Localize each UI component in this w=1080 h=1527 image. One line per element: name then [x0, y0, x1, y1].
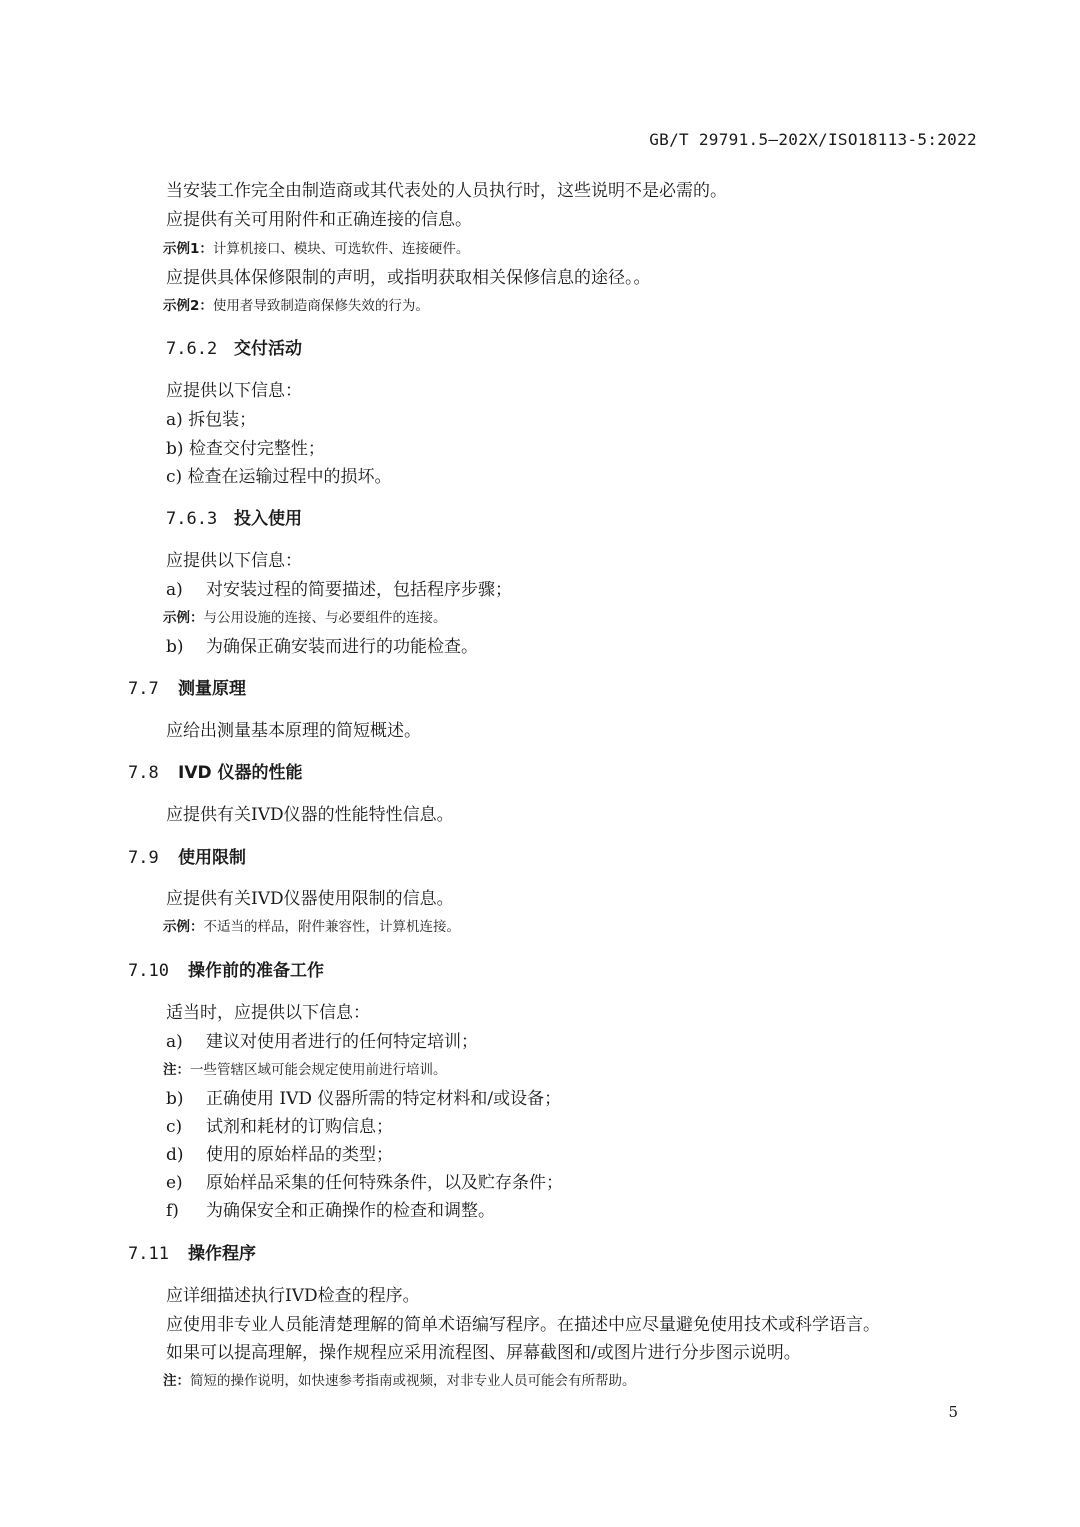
- list-item: [166, 1112, 393, 1137]
- section-number: 7.11: [128, 1244, 169, 1264]
- section-title: 交付活动: [234, 339, 302, 359]
- paragraph: 应详细描述执行IVD检查的程序。: [166, 1286, 420, 1306]
- list-text: 拆包装；: [188, 410, 257, 430]
- note-label: 注：: [163, 1373, 190, 1389]
- paragraph: 应提供有关IVD仪器使用限制的信息。: [166, 889, 454, 909]
- list-text: 使用的原始样品的类型；: [206, 1145, 393, 1165]
- list-marker: a): [166, 410, 183, 430]
- section-title: IVD 仪器的性能: [178, 763, 303, 783]
- section-title: 操作前的准备工作: [188, 961, 324, 981]
- section-title: 操作程序: [188, 1244, 256, 1264]
- list-item: [166, 1196, 495, 1221]
- example-label: 示例2：: [163, 298, 213, 314]
- paragraph: 应提供以下信息：: [166, 551, 302, 571]
- example-line: [163, 606, 447, 626]
- note-label: 注：: [163, 1062, 190, 1078]
- paragraph: 应提供以下信息：: [166, 381, 302, 401]
- section-number: 7.6.3: [166, 509, 218, 529]
- list-text: 建议对使用者进行的任何特定培训；: [206, 1032, 478, 1052]
- list-marker: b): [166, 637, 184, 657]
- paragraph: 如果可以提高理解，操作规程应采用流程图、屏幕截图和/或图片进行分步图示说明。: [166, 1343, 801, 1363]
- list-marker: a): [166, 1032, 183, 1052]
- list-item: [166, 434, 325, 459]
- list-marker: e): [166, 1173, 183, 1193]
- section-heading-7-6-3: [166, 504, 302, 529]
- document-id-header: GB/T 29791.5—202X/ISO18113-5:2022: [649, 130, 977, 149]
- example-text: 与公用设施的连接、与必要组件的连接。: [203, 610, 447, 626]
- section-heading-7-8: [128, 758, 303, 783]
- paragraph: 当安装工作完全由制造商或其代表处的人员执行时，这些说明不是必需的。: [166, 181, 727, 201]
- list-item: [166, 632, 478, 657]
- note-line: [163, 1058, 447, 1078]
- example-line: [163, 294, 429, 314]
- page-number: 5: [948, 1403, 958, 1421]
- list-marker: f): [166, 1201, 179, 1221]
- paragraph: 适当时，应提供以下信息：: [166, 1003, 370, 1023]
- example-label: 示例1：: [163, 241, 213, 257]
- section-heading-7-10: [128, 956, 324, 981]
- example-line: [163, 915, 460, 935]
- list-text: 为确保正确安装而进行的功能检查。: [206, 637, 478, 657]
- list-text: 原始样品采集的任何特殊条件，以及贮存条件；: [206, 1173, 563, 1193]
- section-title: 使用限制: [178, 848, 246, 868]
- paragraph: 应使用非专业人员能清楚理解的简单术语编写程序。在描述中应尽量避免使用技术或科学语言。: [166, 1315, 880, 1335]
- section-number: 7.8: [128, 763, 159, 783]
- example-label: 示例：: [163, 919, 204, 935]
- list-marker: c): [166, 467, 183, 487]
- list-item: [166, 1027, 478, 1052]
- list-text: 为确保安全和正确操作的检查和调整。: [206, 1201, 495, 1221]
- paragraph: 应提供具体保修限制的声明，或指明获取相关保修信息的途径。。: [166, 268, 651, 288]
- list-item: [166, 405, 256, 430]
- note-text: 简短的操作说明，如快速参考指南或视频，对非专业人员可能会有所帮助。: [190, 1373, 636, 1389]
- paragraph: 应提供有关IVD仪器的性能特性信息。: [166, 805, 454, 825]
- section-heading-7-7: [128, 674, 246, 699]
- paragraph: 应给出测量基本原理的简短概述。: [166, 721, 421, 741]
- example-text: 使用者导致制造商保修失效的行为。: [212, 298, 429, 314]
- example-text: 不适当的样品，附件兼容性，计算机连接。: [203, 919, 460, 935]
- example-text: 计算机接口、模块、可选软件、连接硬件。: [212, 241, 470, 257]
- list-item: [166, 462, 392, 487]
- section-number: 7.7: [128, 679, 159, 699]
- section-heading-7-6-2: [166, 334, 302, 359]
- list-marker: b): [166, 1089, 184, 1109]
- list-marker: d): [166, 1145, 184, 1165]
- list-item: [166, 1168, 563, 1193]
- list-item: [166, 575, 512, 600]
- note-text: 一些管辖区域可能会规定使用前进行培训。: [190, 1062, 447, 1078]
- list-text: 正确使用 IVD 仪器所需的特定材料和/或设备；: [206, 1089, 562, 1109]
- list-marker: a): [166, 580, 183, 600]
- section-heading-7-11: [128, 1239, 256, 1264]
- section-title: 投入使用: [234, 509, 302, 529]
- section-number: 7.9: [128, 848, 159, 868]
- list-text: 检查交付完整性；: [188, 439, 325, 459]
- list-marker: c): [166, 1117, 183, 1137]
- list-text: 检查在运输过程中的损坏。: [187, 467, 392, 487]
- example-line: [163, 237, 469, 257]
- note-line: [163, 1369, 636, 1389]
- section-title: 测量原理: [178, 679, 246, 699]
- paragraph: 应提供有关可用附件和正确连接的信息。: [166, 210, 472, 230]
- example-label: 示例：: [163, 610, 204, 626]
- list-marker: b): [166, 439, 184, 459]
- list-text: 试剂和耗材的订购信息；: [206, 1117, 393, 1137]
- section-number: 7.6.2: [166, 339, 218, 359]
- list-item: [166, 1084, 561, 1109]
- list-text: 对安装过程的简要描述，包括程序步骤；: [206, 580, 512, 600]
- section-heading-7-9: [128, 843, 246, 868]
- list-item: [166, 1140, 393, 1165]
- section-number: 7.10: [128, 961, 169, 981]
